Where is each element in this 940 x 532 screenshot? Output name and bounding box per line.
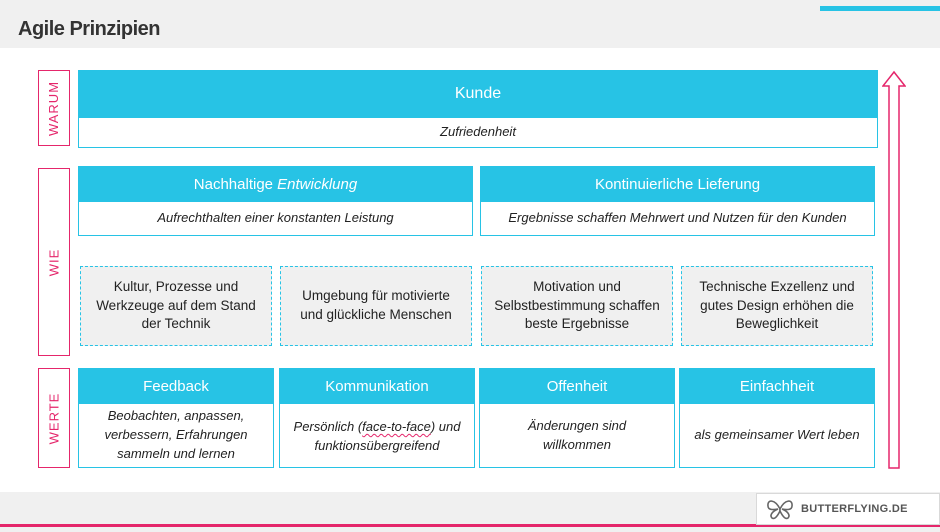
side-label-wie — [38, 168, 70, 356]
header-bar — [0, 0, 940, 48]
werte-feedback-header: Feedback — [78, 368, 274, 404]
werte-einfachheit-header: Einfachheit — [679, 368, 875, 404]
logo-text: BUTTERFLYING.DE — [801, 503, 908, 515]
nachhaltige-entwicklung-title: Nachhaltige — [193, 175, 278, 193]
side-label-werte — [38, 368, 70, 468]
kommunikation-text-post: ) und funktionsübergreifend — [314, 419, 461, 453]
butterfly-icon — [765, 497, 795, 521]
up-arrow-icon — [882, 70, 906, 470]
side-label-werte-text: WERTE — [46, 392, 62, 444]
kontinuierliche-lieferung-header: Kontinuierliche Lieferung — [480, 166, 875, 202]
kontinuierliche-lieferung-subtext: Ergebnisse schaffen Mehrwert und Nutzen für den Kunden — [480, 202, 875, 236]
werte-offenheit-header: Offenheit — [479, 368, 675, 404]
nachhaltige-entwicklung-header — [78, 166, 473, 202]
werte-offenheit-subtext: Änderungen sind willkommen — [479, 404, 675, 468]
kommunikation-text-face-to-face: face-to-face — [362, 419, 431, 434]
kommunikation-text-pre: Persönlich ( — [293, 419, 363, 434]
side-label-wie-text: WIE — [46, 248, 62, 276]
side-label-warum-text: WARUM — [46, 80, 62, 136]
wie-box-motivation: Motivation und Selbstbestimmung schaffen beste Ergebnisse — [481, 266, 673, 346]
werte-feedback-subtext: Beobachten, anpassen, verbessern, Erfahrungen sammeln und lernen — [78, 404, 274, 468]
header-accent-line — [820, 6, 940, 11]
werte-kommunikation-subtext — [279, 404, 475, 468]
side-label-warum — [38, 70, 70, 146]
wie-box-umgebung: Umgebung für motivierte und glückliche Menschen — [280, 266, 472, 346]
nachhaltige-entwicklung-subtext: Aufrechthalten einer konstanten Leistung — [78, 202, 473, 236]
werte-kommunikation-header: Kommunikation — [279, 368, 475, 404]
wie-box-kultur: Kultur, Prozesse und Werkzeuge auf dem Stand der Technik — [80, 266, 272, 346]
wie-box-technik: Technische Exzellenz und gutes Design erhöhen die Beweglichkeit — [681, 266, 873, 346]
werte-einfachheit-subtext: als gemeinsamer Wert leben — [679, 404, 875, 468]
butterflying-logo — [756, 493, 940, 525]
kunde-header: Kunde — [78, 70, 878, 118]
page-title: Agile Prinzipien — [18, 18, 161, 40]
nachhaltige-entwicklung-title-italic: Entwicklung — [277, 175, 358, 193]
kunde-subtext: Zufriedenheit — [78, 118, 878, 148]
